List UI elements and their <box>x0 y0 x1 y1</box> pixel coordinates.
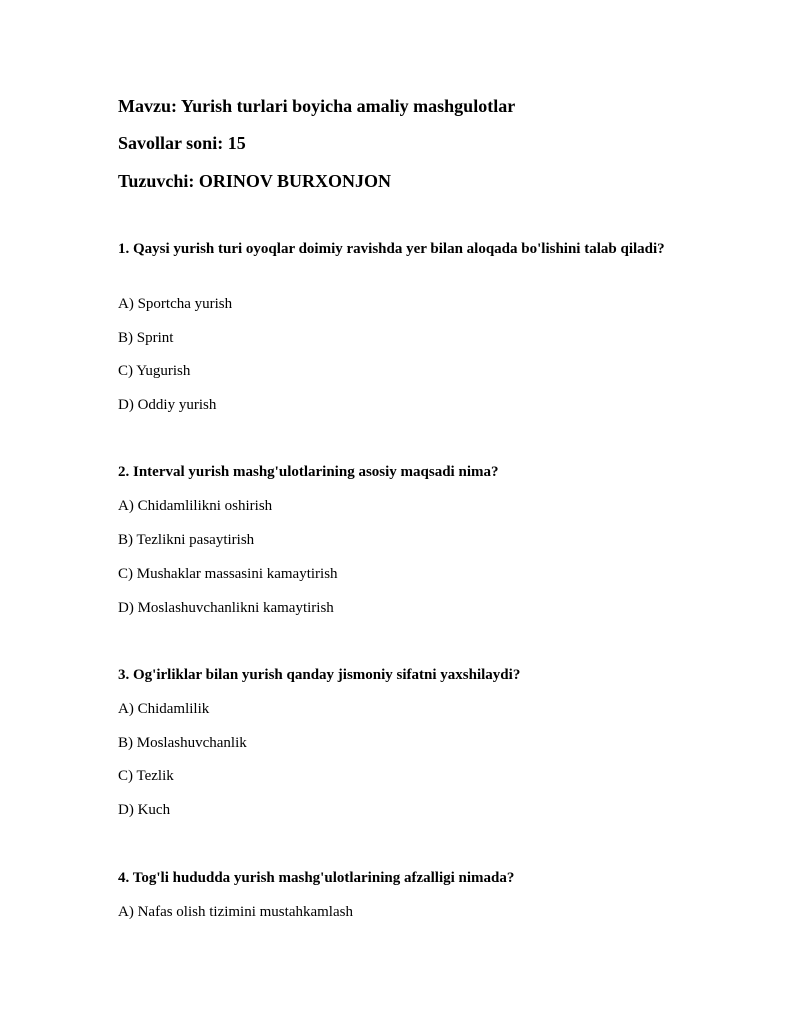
question-3-text: 3. Og'irliklar bilan yurish qanday jismoniy sifatni yaxshilaydi? <box>118 667 521 683</box>
question-4-option-a: A) Nafas olish tizimini mustahkamlash <box>118 904 353 920</box>
question-3-option-c: C) Tezlik <box>118 768 174 784</box>
question-3-option-d: D) Kuch <box>118 802 171 818</box>
question-1-option-b: B) Sprint <box>118 330 174 346</box>
question-1-option-d: D) Oddiy yurish <box>118 397 217 413</box>
question-1-text: 1. Qaysi yurish turi oyoqlar doimiy ravishda yer bilan aloqada bo'lishini talab qiladi? <box>118 241 665 257</box>
question-1-option-c: C) Yugurish <box>118 363 191 379</box>
question-count-heading: Savollar soni: 15 <box>118 133 246 153</box>
question-2-option-d: D) Moslashuvchanlikni kamaytirish <box>118 600 334 616</box>
question-2-option-b: B) Tezlikni pasaytirish <box>118 532 255 548</box>
author-heading: Tuzuvchi: ORINOV BURXONJON <box>118 171 392 191</box>
question-1-option-a: A) Sportcha yurish <box>118 296 233 312</box>
question-3-option-a: A) Chidamlilik <box>118 701 210 717</box>
question-2-text: 2. Interval yurish mashg'ulotlarining asosiy maqsadi nima? <box>118 464 499 480</box>
question-2-option-a: A) Chidamlilikni oshirish <box>118 498 273 514</box>
topic-heading: Mavzu: Yurish turlari boyicha amaliy mashgulotlar <box>118 96 516 116</box>
question-4-text: 4. Tog'li hududda yurish mashg'ulotlarining afzalligi nimada? <box>118 870 515 886</box>
question-3-option-b: B) Moslashuvchanlik <box>118 735 247 751</box>
question-2-option-c: C) Mushaklar massasini kamaytirish <box>118 566 338 582</box>
